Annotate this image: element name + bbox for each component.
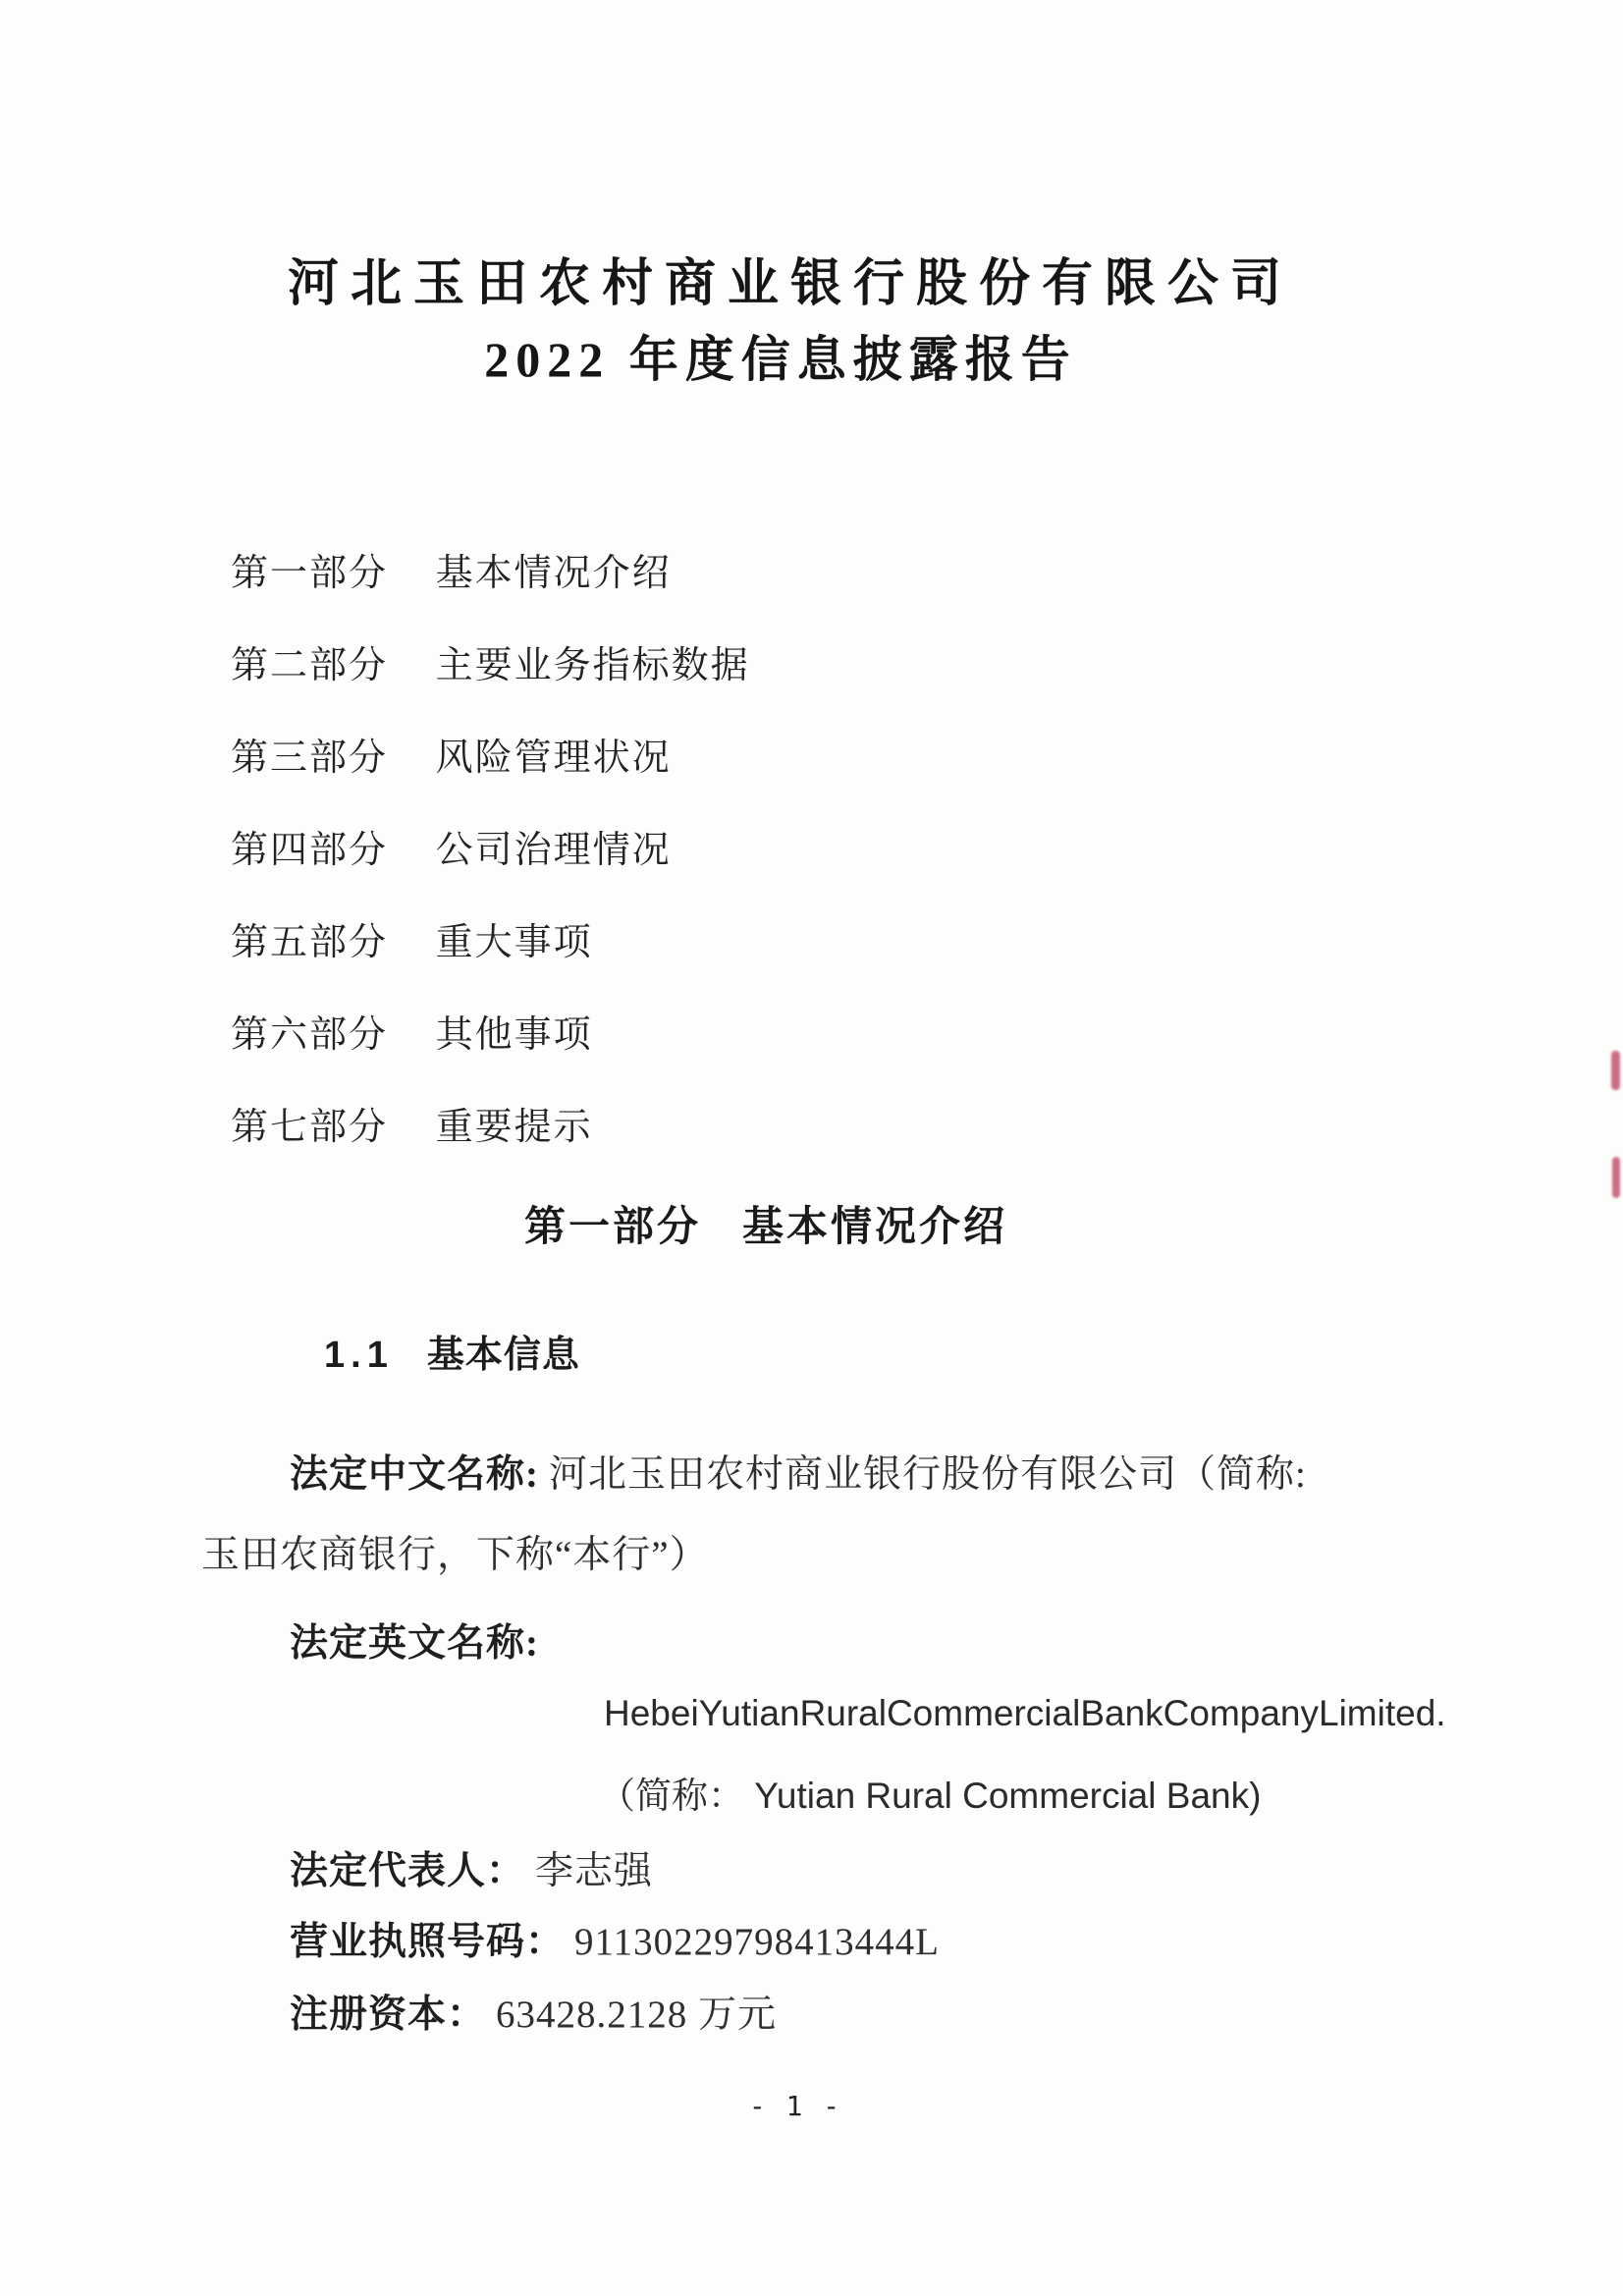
toc-part-label: 第四部分 — [231, 830, 389, 871]
en-name-label: 法定英文名称: — [290, 1622, 539, 1665]
en-name-abbr: （简称： Yutian Rural Commercial Bank) — [599, 1776, 1262, 1816]
cn-name-value-continuation: 玉田农商银行，下称“本行”） — [201, 1534, 709, 1576]
license-line — [290, 1911, 940, 1966]
en-name-line — [604, 1693, 1446, 1734]
toc-title-label: 其他事项 — [435, 1014, 593, 1056]
capital-label: 注册资本： — [290, 1994, 487, 2036]
scan-red-edge-mark — [1612, 1157, 1620, 1198]
cn-name-line — [290, 1444, 1307, 1499]
toc-item-2 — [231, 634, 750, 686]
toc-item-7 — [231, 1096, 750, 1148]
subsection-heading — [324, 1324, 580, 1378]
toc-item-4 — [231, 819, 750, 871]
en-abbr-line — [599, 1766, 1261, 1819]
capital-value: 63428.2128 万元 — [496, 1994, 778, 2036]
license-label: 营业执照号码： — [290, 1921, 566, 1963]
toc-title-label: 重大事项 — [435, 922, 593, 963]
toc-part-label: 第六部分 — [231, 1014, 389, 1056]
legal-rep-line — [290, 1840, 653, 1895]
toc-title-label: 主要业务指标数据 — [435, 645, 750, 686]
table-of-contents — [231, 542, 750, 1188]
en-name-value: HebeiYutianRuralCommercialBankCompanyLimited. — [604, 1693, 1446, 1733]
subsection-number: 1.1 — [324, 1335, 394, 1376]
capital-line — [290, 1984, 777, 2039]
toc-title-label: 基本情况介绍 — [435, 553, 672, 594]
subsection-title: 基本信息 — [426, 1335, 580, 1376]
cn-name-continuation-line — [201, 1524, 709, 1579]
toc-part-label: 第七部分 — [231, 1107, 389, 1148]
section-heading — [0, 1194, 1532, 1253]
license-value: 91130229798413444L — [574, 1921, 940, 1963]
cn-name-value: 河北玉田农村商业银行股份有限公司（简称: — [549, 1453, 1307, 1496]
document-title-line2: 2022 年度信息披露报告 — [484, 332, 1077, 387]
toc-item-5 — [231, 911, 750, 963]
toc-item-3 — [231, 727, 750, 779]
toc-title-label: 风险管理状况 — [435, 738, 672, 779]
toc-title-label: 重要提示 — [435, 1107, 593, 1148]
document-title-line1: 河北玉田农村商业银行股份有限公司 — [287, 256, 1293, 312]
toc-part-label: 第五部分 — [231, 922, 389, 963]
section-title: 基本情况介绍 — [742, 1203, 1008, 1249]
toc-item-1 — [231, 542, 750, 594]
toc-part-label: 第二部分 — [231, 645, 389, 686]
toc-item-6 — [231, 1004, 750, 1056]
section-part: 第一部分 — [523, 1203, 701, 1249]
toc-title-label: 公司治理情况 — [435, 830, 672, 871]
en-name-label-line — [290, 1613, 549, 1667]
legal-rep-value: 李志强 — [535, 1850, 654, 1892]
scan-red-edge-mark — [1611, 1051, 1620, 1090]
page-number: - 1 - — [748, 2090, 842, 2122]
toc-part-label: 第一部分 — [231, 553, 389, 594]
toc-part-label: 第三部分 — [231, 738, 389, 779]
cn-name-label: 法定中文名称: — [290, 1453, 539, 1496]
legal-rep-label: 法定代表人： — [290, 1850, 526, 1892]
